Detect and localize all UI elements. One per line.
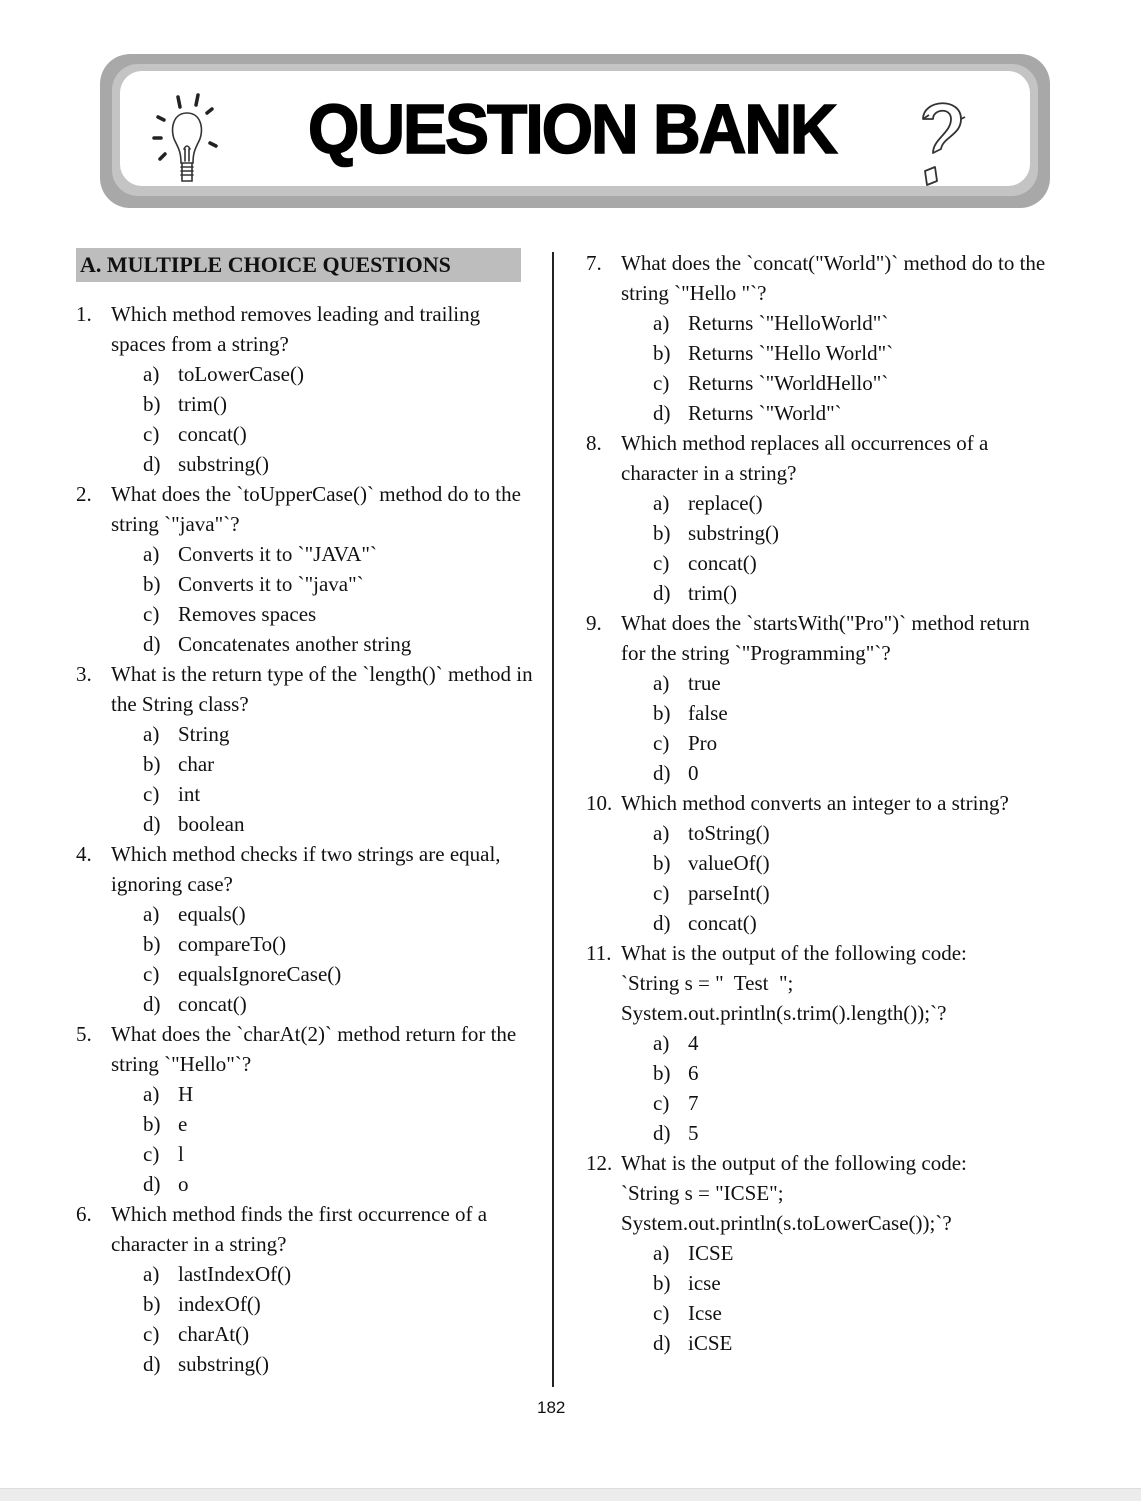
question-text: Which method finds the first occurrence of a character in a string?	[111, 1202, 488, 1256]
option-text: substring()	[688, 521, 779, 545]
question-list-left	[76, 299, 536, 1379]
option-label: c)	[143, 1142, 160, 1166]
option-label: b)	[653, 851, 671, 875]
option-text: Returns `"HelloWorld"`	[688, 311, 889, 335]
answer-option	[76, 1079, 536, 1109]
option-label: d)	[653, 761, 671, 785]
option-label: a)	[653, 491, 670, 515]
banner-frame	[112, 64, 1038, 196]
option-label: b)	[653, 341, 671, 365]
option-label: d)	[143, 632, 161, 656]
question-text: What does the `startsWith("Pro")` method return for the string `"Programming"`?	[621, 611, 1030, 665]
question-item	[76, 659, 536, 719]
answer-option	[76, 809, 536, 839]
viewer-bottom-bar	[0, 1488, 1141, 1501]
option-label: d)	[143, 1172, 161, 1196]
option-label: b)	[653, 1061, 671, 1085]
question-number: 2.	[76, 482, 92, 506]
question-number: 11.	[586, 941, 612, 965]
option-text: iCSE	[688, 1331, 733, 1355]
option-label: a)	[143, 1082, 160, 1106]
option-text: Pro	[688, 731, 718, 755]
option-label: b)	[143, 572, 161, 596]
question-text: What is the output of the following code:	[621, 1151, 967, 1175]
option-text: H	[178, 1082, 194, 1106]
column-divider	[552, 252, 554, 1387]
question-item	[586, 788, 1046, 818]
question-text: Which method checks if two strings are equal, ignoring case?	[111, 842, 501, 896]
answer-option	[76, 1109, 536, 1139]
answer-option	[586, 1088, 1046, 1118]
option-text: Icse	[688, 1301, 722, 1325]
question-item	[76, 299, 536, 359]
question-number: 4.	[76, 842, 92, 866]
option-label: a)	[143, 542, 160, 566]
option-label: b)	[143, 932, 161, 956]
option-text: o	[178, 1172, 189, 1196]
option-label: c)	[143, 962, 160, 986]
option-label: b)	[143, 1112, 161, 1136]
option-label: c)	[143, 422, 160, 446]
answer-option	[586, 548, 1046, 578]
option-text: false	[688, 701, 728, 725]
section-heading: A. MULTIPLE CHOICE QUESTIONS	[76, 248, 521, 282]
answer-option	[76, 989, 536, 1019]
banner-title: QUESTION BANK	[308, 90, 836, 168]
option-label: d)	[653, 1331, 671, 1355]
question-text: What does the `charAt(2)` method return for the string `"Hello"`?	[111, 1022, 517, 1076]
right-column	[586, 248, 1046, 1358]
answer-option	[586, 818, 1046, 848]
option-label: b)	[143, 1292, 161, 1316]
code-line: System.out.println(s.toLowerCase());`?	[621, 1211, 952, 1235]
option-text: l	[178, 1142, 184, 1166]
answer-option	[76, 1349, 536, 1379]
option-text: parseInt()	[688, 881, 770, 905]
option-text: toLowerCase()	[178, 362, 304, 386]
option-text: int	[178, 782, 201, 806]
option-label: c)	[653, 1091, 670, 1115]
option-label: c)	[653, 1301, 670, 1325]
option-text: Converts it to `"JAVA"`	[178, 542, 377, 566]
option-label: a)	[653, 1031, 670, 1055]
option-text: 7	[688, 1091, 699, 1115]
question-text: What is the return type of the `length()` method in the String class?	[111, 662, 533, 716]
question-mark-icon	[903, 91, 983, 191]
answer-option	[76, 959, 536, 989]
option-text: true	[688, 671, 721, 695]
option-text: ICSE	[688, 1241, 734, 1265]
option-label: d)	[653, 1121, 671, 1145]
answer-option	[586, 488, 1046, 518]
answer-option	[586, 1298, 1046, 1328]
question-number: 10.	[586, 791, 613, 815]
answer-option	[586, 878, 1046, 908]
answer-option	[76, 1289, 536, 1319]
option-label: b)	[653, 521, 671, 545]
question-item	[586, 248, 1046, 308]
answer-option	[76, 1259, 536, 1289]
option-text: Returns `"World"`	[688, 401, 842, 425]
option-label: a)	[653, 671, 670, 695]
answer-option	[76, 599, 536, 629]
answer-option	[586, 308, 1046, 338]
option-text: compareTo()	[178, 932, 287, 956]
answer-option	[586, 338, 1046, 368]
question-number: 1.	[76, 302, 92, 326]
question-number: 8.	[586, 431, 602, 455]
option-text: charAt()	[178, 1322, 250, 1346]
question-number: 7.	[586, 251, 602, 275]
option-text: toString()	[688, 821, 770, 845]
code-line: `String s = " Test ";	[621, 971, 794, 995]
option-label: c)	[143, 602, 160, 626]
option-text: Concatenates another string	[178, 632, 412, 656]
question-item	[76, 1199, 536, 1259]
option-label: c)	[653, 731, 670, 755]
answer-option	[76, 1319, 536, 1349]
question-text: What does the `toUpperCase()` method do to the string `"java"`?	[111, 482, 521, 536]
option-label: d)	[143, 992, 161, 1016]
answer-option	[586, 368, 1046, 398]
question-text: Which method converts an integer to a string?	[621, 791, 1009, 815]
answer-option	[76, 539, 536, 569]
question-item	[586, 1148, 1046, 1238]
answer-option	[76, 1139, 536, 1169]
option-text: 5	[688, 1121, 699, 1145]
lightbulb-icon	[142, 83, 232, 193]
question-item	[76, 479, 536, 539]
option-label: c)	[143, 1322, 160, 1346]
answer-option	[76, 569, 536, 599]
option-text: trim()	[178, 392, 227, 416]
option-text: replace()	[688, 491, 763, 515]
banner-inner	[120, 71, 1030, 186]
question-number: 5.	[76, 1022, 92, 1046]
question-number: 9.	[586, 611, 602, 635]
question-item	[76, 1019, 536, 1079]
option-text: 0	[688, 761, 699, 785]
code-line: `String s = "ICSE";	[621, 1181, 784, 1205]
question-text: What is the output of the following code:	[621, 941, 967, 965]
option-label: c)	[653, 371, 670, 395]
question-item	[586, 938, 1046, 1028]
answer-option	[586, 1238, 1046, 1268]
option-text: substring()	[178, 1352, 269, 1376]
page-number: 182	[537, 1398, 566, 1417]
option-label: d)	[653, 581, 671, 605]
answer-option	[586, 698, 1046, 728]
option-label: a)	[143, 362, 160, 386]
answer-option	[76, 749, 536, 779]
answer-option	[76, 1169, 536, 1199]
option-label: d)	[653, 911, 671, 935]
option-label: d)	[143, 452, 161, 476]
answer-option	[586, 848, 1046, 878]
question-item	[586, 608, 1046, 668]
question-item	[76, 839, 536, 899]
option-text: Returns `"WorldHello"`	[688, 371, 889, 395]
question-item	[586, 428, 1046, 488]
option-text: indexOf()	[178, 1292, 261, 1316]
answer-option	[76, 359, 536, 389]
option-label: b)	[653, 1271, 671, 1295]
answer-option	[586, 668, 1046, 698]
answer-option	[586, 1268, 1046, 1298]
option-text: icse	[688, 1271, 721, 1295]
option-label: d)	[653, 401, 671, 425]
option-label: c)	[653, 551, 670, 575]
option-label: a)	[653, 821, 670, 845]
option-text: trim()	[688, 581, 737, 605]
question-number: 3.	[76, 662, 92, 686]
left-column	[76, 248, 536, 1379]
answer-option	[586, 518, 1046, 548]
option-label: c)	[143, 782, 160, 806]
question-text: What does the `concat("World")` method do to the string `"Hello "`?	[621, 251, 1046, 305]
option-text: e	[178, 1112, 188, 1136]
option-label: b)	[143, 392, 161, 416]
option-text: boolean	[178, 812, 245, 836]
code-line: System.out.println(s.trim().length());`?	[621, 1001, 947, 1025]
option-text: 4	[688, 1031, 699, 1055]
option-text: Removes spaces	[178, 602, 317, 626]
option-text: concat()	[688, 551, 757, 575]
option-label: b)	[653, 701, 671, 725]
option-text: equals()	[178, 902, 246, 926]
answer-option	[76, 389, 536, 419]
question-text: Which method replaces all occurrences of a character in a string?	[621, 431, 989, 485]
answer-option	[76, 899, 536, 929]
answer-option	[76, 419, 536, 449]
option-label: a)	[143, 722, 160, 746]
option-text: lastIndexOf()	[178, 1262, 292, 1286]
option-text: substring()	[178, 452, 269, 476]
answer-option	[586, 1118, 1046, 1148]
answer-option	[586, 1058, 1046, 1088]
option-label: a)	[143, 902, 160, 926]
answer-option	[76, 629, 536, 659]
answer-option	[586, 398, 1046, 428]
answer-option	[76, 719, 536, 749]
option-text: 6	[688, 1061, 699, 1085]
option-text: valueOf()	[688, 851, 770, 875]
answer-option	[586, 578, 1046, 608]
option-text: Returns `"Hello World"`	[688, 341, 894, 365]
option-label: a)	[653, 1241, 670, 1265]
option-text: char	[178, 752, 215, 776]
answer-option	[76, 929, 536, 959]
answer-option	[586, 758, 1046, 788]
option-label: a)	[143, 1262, 160, 1286]
answer-option	[76, 449, 536, 479]
option-text: concat()	[178, 422, 247, 446]
option-text: String	[178, 722, 230, 746]
option-text: equalsIgnoreCase()	[178, 962, 342, 986]
question-text: Which method removes leading and trailing spaces from a string?	[111, 302, 481, 356]
answer-option	[76, 779, 536, 809]
question-list-right	[586, 248, 1046, 1358]
question-number: 12.	[586, 1151, 613, 1175]
question-bank-banner	[100, 54, 1050, 208]
option-label: c)	[653, 881, 670, 905]
option-label: d)	[143, 1352, 161, 1376]
option-label: b)	[143, 752, 161, 776]
answer-option	[586, 728, 1046, 758]
option-label: a)	[653, 311, 670, 335]
answer-option	[586, 908, 1046, 938]
answer-option	[586, 1028, 1046, 1058]
option-text: concat()	[178, 992, 247, 1016]
answer-option	[586, 1328, 1046, 1358]
question-number: 6.	[76, 1202, 92, 1226]
option-text: concat()	[688, 911, 757, 935]
option-text: Converts it to `"java"`	[178, 572, 364, 596]
option-label: d)	[143, 812, 161, 836]
